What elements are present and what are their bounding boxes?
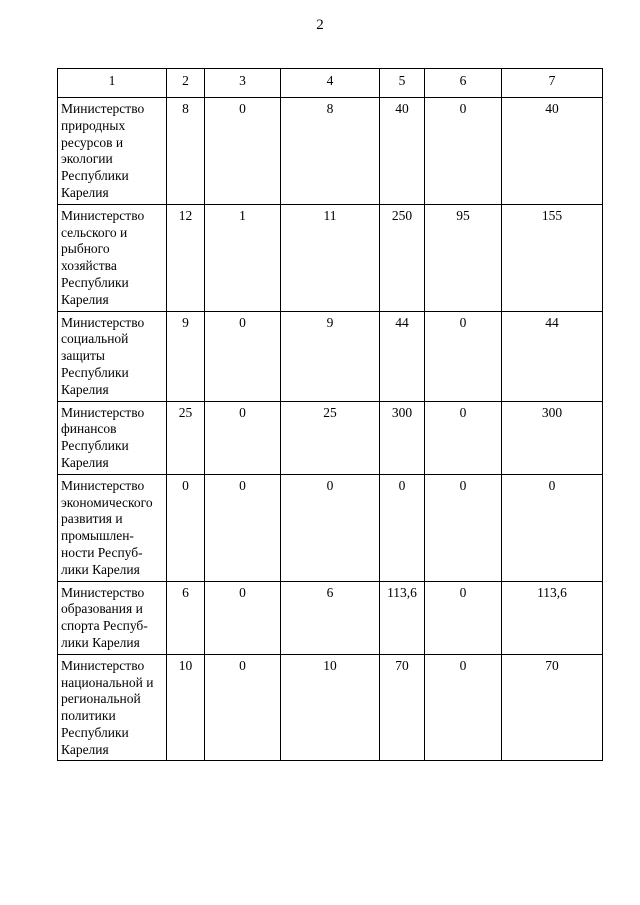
- table-cell: 0: [502, 474, 603, 581]
- table-cell: 0: [205, 401, 281, 474]
- column-header: 5: [380, 69, 425, 98]
- table-cell: 44: [380, 311, 425, 401]
- table-cell: 0: [205, 654, 281, 761]
- table-row: [58, 401, 603, 474]
- ministry-name-cell: Министерство природных ресурсов и экологии Республики Карелия: [58, 98, 167, 205]
- table-cell: 12: [167, 204, 205, 311]
- table-cell: 0: [425, 654, 502, 761]
- table-row: [58, 654, 603, 761]
- ministry-name-cell: Министерство сельского и рыбного хозяйства Республики Карелия: [58, 204, 167, 311]
- table-cell: 300: [502, 401, 603, 474]
- table-cell: 250: [380, 204, 425, 311]
- table-cell: 10: [281, 654, 380, 761]
- table-cell: 0: [425, 98, 502, 205]
- table-cell: 8: [167, 98, 205, 205]
- table-cell: 6: [167, 581, 205, 654]
- table-cell: 10: [167, 654, 205, 761]
- table-row: [58, 581, 603, 654]
- table-cell: 95: [425, 204, 502, 311]
- data-table: [57, 68, 603, 761]
- table-cell: 25: [167, 401, 205, 474]
- table-cell: 0: [425, 401, 502, 474]
- table-cell: 40: [502, 98, 603, 205]
- column-header: 4: [281, 69, 380, 98]
- table-cell: 155: [502, 204, 603, 311]
- ministry-name-cell: Министерство национальной и региональной политики Республики Карелия: [58, 654, 167, 761]
- table-row: [58, 204, 603, 311]
- table-cell: 0: [205, 98, 281, 205]
- table-row: [58, 474, 603, 581]
- page-number: 2: [316, 17, 324, 33]
- table-cell: 113,6: [380, 581, 425, 654]
- table-cell: 0: [380, 474, 425, 581]
- column-header: 1: [58, 69, 167, 98]
- table-cell: 8: [281, 98, 380, 205]
- table-row: [58, 311, 603, 401]
- ministry-name-cell: Министерство образования и спорта Респуб- лики Карелия: [58, 581, 167, 654]
- table-cell: 0: [205, 581, 281, 654]
- column-header: 6: [425, 69, 502, 98]
- column-header: 7: [502, 69, 603, 98]
- table-cell: 0: [425, 474, 502, 581]
- table-cell: 70: [502, 654, 603, 761]
- table-cell: 9: [281, 311, 380, 401]
- column-header: 2: [167, 69, 205, 98]
- table-cell: 25: [281, 401, 380, 474]
- table-cell: 113,6: [502, 581, 603, 654]
- header-row: [58, 69, 603, 98]
- table-cell: 0: [425, 311, 502, 401]
- table-cell: 44: [502, 311, 603, 401]
- ministry-name-cell: Министерство социальной защиты Республики Карелия: [58, 311, 167, 401]
- table-cell: 300: [380, 401, 425, 474]
- table-cell: 11: [281, 204, 380, 311]
- table-cell: 6: [281, 581, 380, 654]
- table-cell: 0: [167, 474, 205, 581]
- ministry-name-cell: Министерство финансов Республики Карелия: [58, 401, 167, 474]
- table-cell: 0: [205, 474, 281, 581]
- column-header: 3: [205, 69, 281, 98]
- table-cell: 70: [380, 654, 425, 761]
- table-cell: 0: [425, 581, 502, 654]
- table-row: [58, 98, 603, 205]
- table-cell: 9: [167, 311, 205, 401]
- table-cell: 1: [205, 204, 281, 311]
- ministry-name-cell: Министерство экономического развития и промышлен- ности Респуб- лики Карелия: [58, 474, 167, 581]
- table-cell: 0: [281, 474, 380, 581]
- table-cell: 0: [205, 311, 281, 401]
- table-cell: 40: [380, 98, 425, 205]
